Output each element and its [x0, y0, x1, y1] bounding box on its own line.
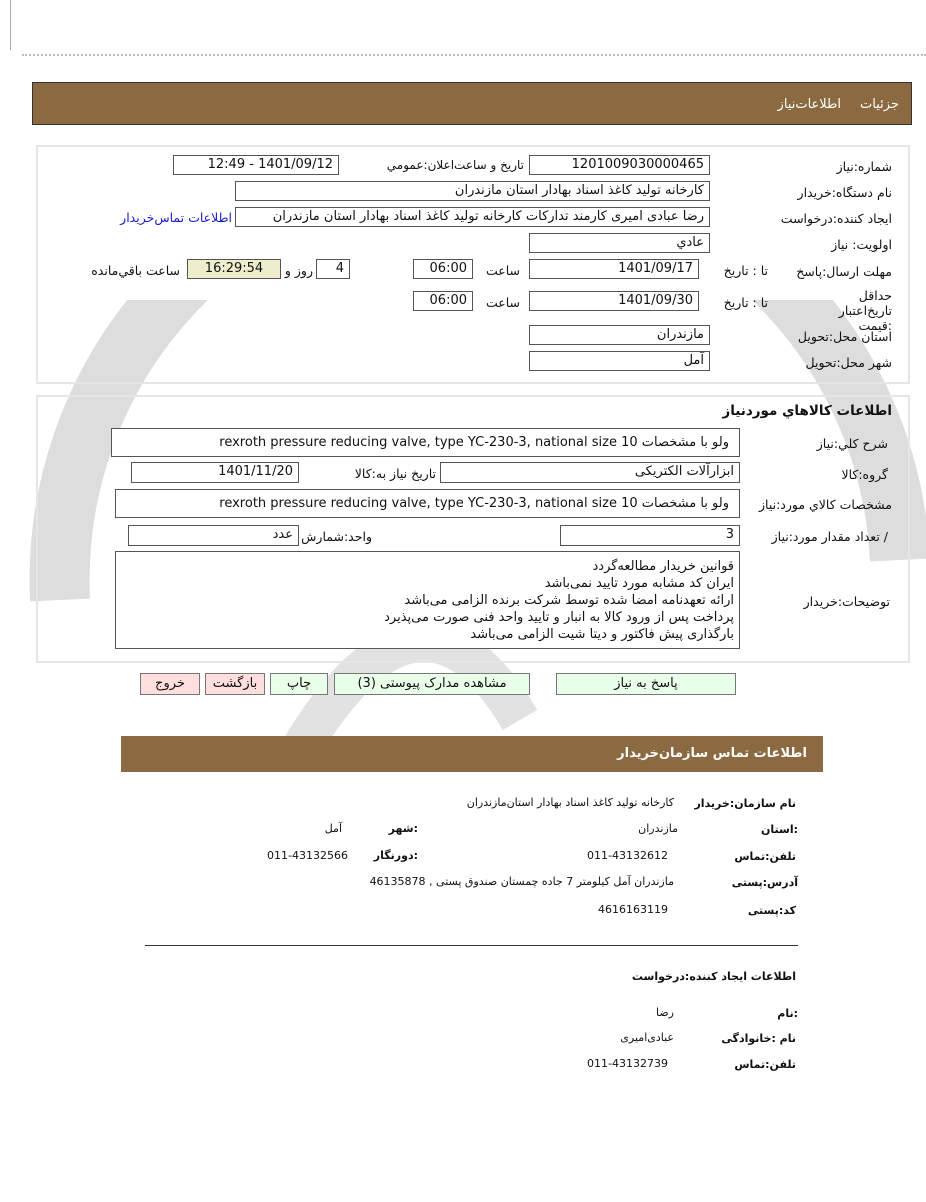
goods-title: اطلاعات کالاهاي موردنیاز — [722, 403, 892, 419]
priority-field: عادي — [529, 233, 710, 253]
spec-field: ولو با مشخصات rexroth pressure reducing valve, type YC-230-3, national size 10 — [115, 489, 740, 518]
creator-info-title: اطلاعات ایجاد کننده:درخواست — [631, 970, 796, 983]
province-field: مازندران — [529, 325, 710, 345]
creator-phone-label: تلفن:تماس — [734, 1058, 796, 1071]
deadline-label: مهلت ارسال:پاسخ — [796, 264, 892, 279]
contact-header — [121, 736, 823, 772]
buyer-contact-link[interactable]: اطلاعات تماس‌خریدار — [120, 210, 232, 225]
announce-field: 1401/09/12 - 12:49 — [173, 155, 339, 175]
back-button[interactable]: بازگشت — [205, 673, 265, 695]
attachments-button[interactable]: مشاهده مدارک پیوستی (3) — [334, 673, 530, 695]
page-header — [32, 82, 912, 125]
org-label: نام سازمان:خریدار — [694, 797, 796, 810]
fax-label: :دورنگار — [373, 849, 418, 862]
note-line: قوانین خریدار مطالعه‌گردد — [592, 559, 734, 574]
time-label: ساعت — [485, 295, 520, 310]
divider — [22, 54, 926, 56]
reply-button[interactable]: پاسخ به نیاز — [556, 673, 736, 695]
creator-field: رضا عبادی امیری کارمند تدارکات کارخانه تولید کاغذ اسناد بهادار استان مازندران — [235, 207, 710, 227]
need-number-field: 1201009030000465 — [529, 155, 710, 175]
validity-label: حداقل تاریخ‌اعتبار :قیمت — [838, 288, 892, 333]
unit-field: عدد — [128, 525, 299, 546]
name-label: :نام — [777, 1007, 798, 1020]
days-field: 4 — [316, 259, 350, 279]
print-button[interactable]: چاپ — [270, 673, 328, 695]
province-value: مازندران — [638, 822, 678, 835]
buyer-field: کارخانه تولید کاغذ اسناد بهادار استان مازندران — [235, 181, 710, 201]
desc-label: شرح کلي:نیاز — [816, 436, 888, 451]
need-date-label: تاریخ نیاز به:کالا — [354, 466, 436, 481]
buyer-label: نام دستگاه:خریدار — [797, 185, 892, 200]
to-date-label: تا : تاریخ — [723, 295, 768, 310]
city-field: آمل — [529, 351, 710, 371]
need-date-field: 1401/11/20 — [131, 462, 299, 483]
address-label: آدرس:پستی — [731, 876, 798, 889]
tab-details[interactable]: جزئیات — [860, 97, 899, 112]
divider — [145, 945, 798, 946]
remaining-label: ساعت باقي‌مانده — [91, 263, 180, 278]
postal-value: 4616163119 — [598, 903, 668, 916]
province-label: :استان — [761, 823, 798, 836]
phone-label: تلفن:تماس — [734, 850, 796, 863]
notes-label: توضیحات:خریدار — [803, 594, 890, 609]
group-label: گروه:کالا — [841, 467, 888, 482]
exit-button[interactable]: خروج — [140, 673, 200, 695]
note-line: پرداخت پس از ورود کالا به انبار و تایید واحد فنی صورت می‌پذیرد — [384, 610, 734, 625]
note-line: ایران کد مشابه مورد تایید نمی‌باشد — [544, 576, 734, 591]
deadline-time-field: 06:00 — [413, 259, 473, 279]
postal-label: کد:پستی — [747, 904, 796, 917]
qty-label: / تعداد مقدار مورد:نیاز — [771, 529, 888, 544]
family-label: نام :خانوادگی — [721, 1032, 796, 1045]
validity-time-field: 06:00 — [413, 291, 473, 311]
phone-value: 011-43132612 — [587, 849, 668, 862]
validity-date-field: 1401/09/30 — [529, 291, 699, 311]
remaining-time-field: 16:29:54 — [187, 259, 281, 279]
to-date-label: تا : تاریخ — [723, 263, 768, 278]
city-label: شهر محل:تحویل — [805, 355, 892, 370]
note-line: بارگذاری پیش فاکتور و دیتا شیت الزامی می‌باشد — [470, 627, 734, 642]
group-field: ابزارآلات الکتریکی — [440, 462, 740, 483]
fax-value: 011-43132566 — [267, 849, 348, 862]
need-number-label: شماره:نیاز — [836, 159, 892, 174]
unit-label: واحد:شمارش — [301, 529, 372, 544]
creator-label: ایجاد کننده:درخواست — [780, 211, 892, 226]
deadline-date-field: 1401/09/17 — [529, 259, 699, 279]
city-label: :شهر — [388, 822, 418, 835]
priority-label: اولویت: نیاز — [831, 237, 892, 252]
time-label: ساعت — [485, 263, 520, 278]
creator-phone-value: 011-43132739 — [587, 1057, 668, 1070]
note-line: ارائه تعهدنامه امضا شده توسط شرکت برنده الزامی می‌باشد — [404, 593, 734, 608]
province-label: استان محل:تحویل — [797, 329, 892, 344]
address-value: مازندران آمل کیلومتر 7 جاده چمستان صندوق پستی , 46135878 — [369, 875, 674, 888]
contact-title: اطلاعات تماس سازمان‌خریدار — [617, 746, 807, 761]
notes-field — [115, 551, 740, 649]
org-value: کارخانه تولید کاغذ اسناد بهادار استان‌مازندران — [466, 796, 674, 809]
name-value: رضا — [655, 1006, 674, 1019]
qty-field: 3 — [560, 525, 740, 546]
divider — [10, 0, 11, 50]
spec-label: مشخصات کالاي مورد:نیاز — [758, 497, 892, 512]
tab-need-info[interactable]: اطلاعات‌نیاز — [777, 97, 841, 112]
city-value: آمل — [324, 822, 342, 835]
family-value: عبادی‌امیری — [620, 1031, 674, 1044]
days-label: روز و — [284, 263, 313, 278]
announce-label: تاریخ و ساعت‌اعلان:عمومي — [386, 158, 524, 172]
desc-field: ولو با مشخصات rexroth pressure reducing valve, type YC-230-3, national size 10 — [111, 428, 740, 457]
